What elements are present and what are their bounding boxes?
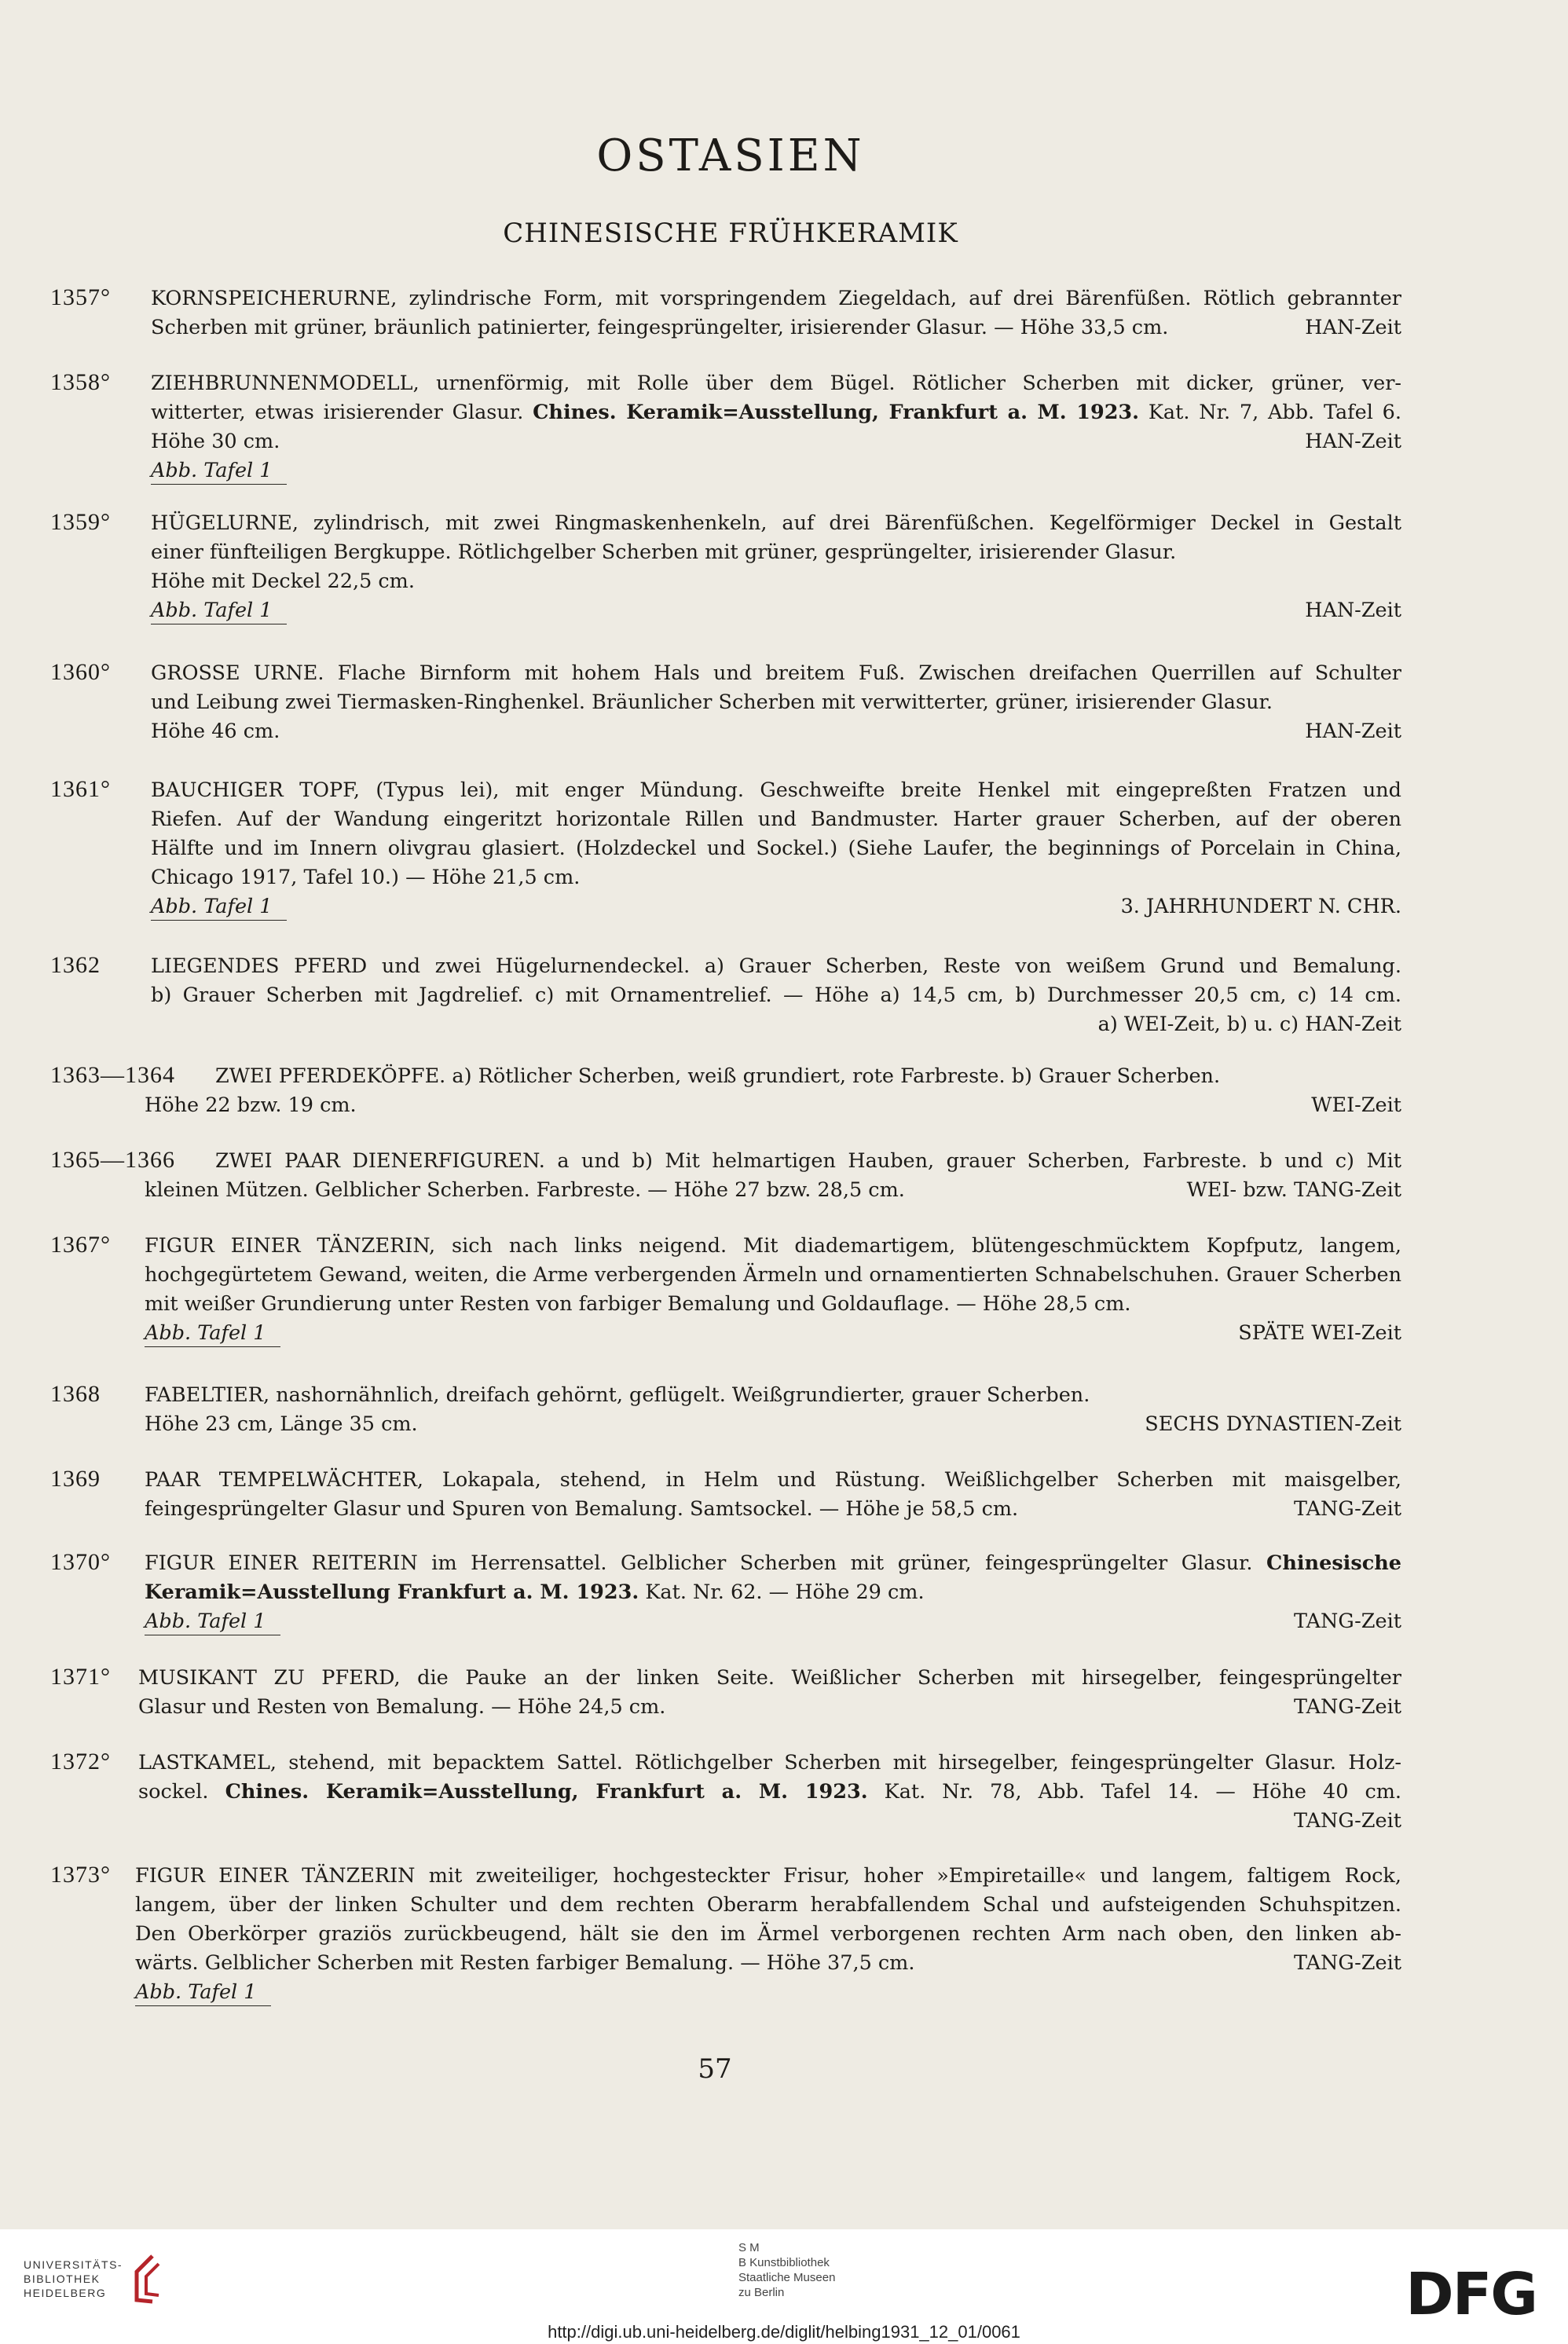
section-subtitle: CHINESISCHE FRÜHKERAMIK <box>503 218 958 249</box>
smb-logo[interactable] <box>738 2240 835 2300</box>
entry-number: 1358° <box>50 369 111 395</box>
period-label: TANG-Zeit <box>1293 1610 1401 1633</box>
plate-reference: Abb. Tafel 1 <box>151 457 287 485</box>
smb-text-line: S M <box>738 2241 760 2254</box>
entry-number: 1365—1366 <box>50 1147 175 1173</box>
entry-number: 1360° <box>50 659 111 685</box>
catalog-entry <box>50 369 1401 485</box>
page-number: 57 <box>698 2053 732 2085</box>
entry-text: FIGUR EINER REITERIN im Herrensattel. Gelblicher Scherben mit grüner, feingesprüngelter Glasur. <box>145 1551 1253 1575</box>
catalog-entry <box>50 1862 1401 2007</box>
period-label: TANG-Zeit <box>1293 1695 1401 1719</box>
entry-text: hochgegürtetem Gewand, weiten, die Arme verbergenden Ärmeln und ornamentierten Schnabelschuhen. Grauer Scherben <box>145 1263 1401 1287</box>
exhibition-reference: Chines. Keramik=Ausstellung, Frankfurt a. M. 1923. <box>225 1780 868 1804</box>
catalog-entry <box>50 1062 1401 1120</box>
entry-number: 1367° <box>50 1232 111 1258</box>
smb-text-line: zu Berlin <box>738 2286 785 2299</box>
entry-number: 1363—1364 <box>50 1062 175 1088</box>
catalog-entry <box>50 776 1401 921</box>
entry-text: feingesprüngelter Glasur und Spuren von Bemalung. Samtsockel. — Höhe je 58,5 cm. <box>145 1497 1019 1521</box>
entry-text: sockel. <box>138 1780 209 1804</box>
entry-number: 1371° <box>50 1664 111 1690</box>
entry-text: Hälfte und im Innern olivgrau glasiert. (Holzdeckel und Sockel.) (Siehe Laufer, the beginnings of Porcelain in China, <box>151 837 1401 860</box>
entry-text: Glasur und Resten von Bemalung. — Höhe 24,5 cm. <box>138 1695 666 1719</box>
entry-text: LASTKAMEL, stehend, mit bepacktem Sattel. Rötlichgelber Scherben mit hirsegelber, feingesprüngelter Glasur. Holz- <box>138 1751 1401 1774</box>
exhibition-reference: Keramik=Ausstellung Frankfurt a. M. 1923. <box>145 1580 639 1604</box>
entry-text: Höhe mit Deckel 22,5 cm. <box>151 570 415 593</box>
entry-text: Kat. Nr. 62. — Höhe 29 cm. <box>645 1580 925 1604</box>
entry-text: einer fünfteiligen Bergkuppe. Rötlichgelber Scherben mit grüner, gesprüngelter, irisierender Glasur. <box>151 540 1177 564</box>
entry-number: 1368 <box>50 1381 101 1407</box>
entry-text: langem, über der linken Schulter und dem rechten Oberarm herabfallendem Schal und aufsteigenden Schuhspitzen. <box>135 1893 1401 1917</box>
entry-number: 1369 <box>50 1466 101 1492</box>
university-library-logo[interactable] <box>24 2253 167 2305</box>
entry-text: MUSIKANT ZU PFERD, die Pauke an der linken Seite. Weißlicher Scherben mit hirsegelber, feingesprüngelter <box>138 1666 1401 1690</box>
catalog-entry <box>50 1664 1401 1722</box>
entry-text: FABELTIER, nashornähnlich, dreifach gehörnt, geflügelt. Weißgrundierter, grauer Scherben. <box>145 1383 1090 1407</box>
period-label: WEI-Zeit <box>1311 1093 1401 1117</box>
entry-text: KORNSPEICHERURNE, zylindrische Form, mit vorspringendem Ziegeldach, auf drei Bärenfüßen. Rötlich gebrannter <box>151 287 1401 310</box>
period-label: TANG-Zeit <box>1293 1497 1401 1521</box>
period-label: HAN-Zeit <box>1305 316 1401 339</box>
page-title: OSTASIEN <box>596 130 865 181</box>
entry-text: und Leibung zwei Tiermasken-Ringhenkel. Bräunlicher Scherben mit verwitterter, grüner, irisierender Glasur. <box>151 690 1273 714</box>
entry-text: b) Grauer Scherben mit Jagdrelief. c) mit Ornamentrelief. — Höhe a) 14,5 cm, b) Durchmesser 20,5 cm, c) 14 cm. <box>151 983 1401 1007</box>
smb-text-line: B Kunstbibliothek <box>738 2256 830 2269</box>
entry-text: ZIEHBRUNNENMODELL, urnenförmig, mit Rolle über dem Bügel. Rötlicher Scherben mit dicker, grüner, ver- <box>151 372 1401 395</box>
period-label: 3. JAHRHUNDERT N. CHR. <box>1120 895 1401 918</box>
entry-number: 1372° <box>50 1749 111 1774</box>
exhibition-reference: Chinesische <box>1266 1551 1402 1575</box>
logo-text-line: HEIDELBERG <box>24 2287 107 2299</box>
entry-text: Höhe 22 bzw. 19 cm. <box>145 1093 357 1117</box>
entry-text: FIGUR EINER TÄNZERIN mit zweiteiliger, hochgesteckter Frisur, hoher »Empiretaille« und langem, faltigem Rock, <box>135 1864 1401 1888</box>
plate-reference: Abb. Tafel 1 <box>145 1320 280 1347</box>
entry-number: 1362 <box>50 952 101 978</box>
exhibition-reference: Chines. Keramik=Ausstellung, Frankfurt a. M. 1923. <box>533 401 1140 424</box>
entry-text: kleinen Mützen. Gelblicher Scherben. Farbreste. — Höhe 27 bzw. 28,5 cm. <box>145 1178 905 1202</box>
plate-reference: Abb. Tafel 1 <box>151 597 287 624</box>
entry-text: Scherben mit grüner, bräunlich patinierter, feingesprüngelter, irisierender Glasur. — Höhe 33,5 cm. <box>151 316 1169 339</box>
catalog-entry <box>50 509 1401 625</box>
entry-text: Chicago 1917, Tafel 10.) — Höhe 21,5 cm. <box>151 866 581 889</box>
entry-number: 1359° <box>50 509 111 535</box>
period-label: TANG-Zeit <box>1293 1951 1401 1975</box>
entry-text: Höhe 23 cm, Länge 35 cm. <box>145 1412 418 1436</box>
dfg-logo[interactable]: DFG <box>1405 2261 1537 2328</box>
entry-text: FIGUR EINER TÄNZERIN, sich nach links neigend. Mit diademartigem, blütengeschmücktem Kopfputz, langem, <box>145 1234 1401 1258</box>
page-url-link[interactable]: http://digi.ub.uni-heidelberg.de/diglit/helbing1931_12_01/0061 <box>548 2322 1020 2342</box>
catalog-entry <box>50 1466 1401 1524</box>
entry-text: PAAR TEMPELWÄCHTER, Lokapala, stehend, in Helm und Rüstung. Weißlichgelber Scherben mit maisgelber, <box>145 1468 1401 1492</box>
entry-number: 1373° <box>50 1862 111 1888</box>
plate-reference: Abb. Tafel 1 <box>145 1608 280 1635</box>
period-label: HAN-Zeit <box>1305 720 1401 743</box>
entry-text: Riefen. Auf der Wandung eingeritzt horizontale Rillen und Bandmuster. Harter grauer Scherben, auf der oberen <box>151 808 1401 831</box>
entry-number: 1370° <box>50 1549 111 1575</box>
period-label: SECHS DYNASTIEN-Zeit <box>1145 1412 1401 1436</box>
period-label: a) WEI-Zeit, b) u. c) HAN-Zeit <box>1097 1013 1401 1036</box>
entry-text: Kat. Nr. 7, Abb. Tafel 6. <box>1148 401 1401 424</box>
entry-text: GROSSE URNE. Flache Birnform mit hohem Hals und breitem Fuß. Zwischen dreifachen Querrillen auf Schulter <box>151 661 1401 685</box>
logo-text-line: BIBLIOTHEK <box>24 2273 101 2285</box>
period-label: TANG-Zeit <box>1293 1809 1401 1833</box>
catalog-entry <box>50 1381 1401 1439</box>
logo-text-line: UNIVERSITÄTS- <box>24 2258 123 2271</box>
entry-text: mit weißer Grundierung unter Resten von farbiger Bemalung und Goldauflage. — Höhe 28,5 cm. <box>145 1292 1131 1316</box>
entry-text: HÜGELURNE, zylindrisch, mit zwei Ringmaskenhenkeln, auf drei Bärenfüßchen. Kegelförmiger Deckel in Gestalt <box>151 511 1401 535</box>
period-label: HAN-Zeit <box>1305 430 1401 453</box>
entry-text: ZWEI PAAR DIENERFIGUREN. a und b) Mit helmartigen Hauben, grauer Scherben, Farbreste. b und c) Mit <box>215 1149 1401 1173</box>
entry-text: Höhe 46 cm. <box>151 720 280 743</box>
entry-text: ZWEI PFERDEKÖPFE. a) Rötlicher Scherben, weiß grundiert, rote Farbreste. b) Grauer Scherben. <box>215 1064 1221 1088</box>
catalog-entry <box>50 284 1401 342</box>
entry-text: Höhe 30 cm. <box>151 430 280 453</box>
entry-number: 1361° <box>50 776 111 802</box>
entry-text: LIEGENDES PFERD und zwei Hügelurnendeckel. a) Grauer Scherben, Reste von weißem Grund und Bemalung. <box>151 954 1401 978</box>
plate-reference: Abb. Tafel 1 <box>135 1979 271 2006</box>
catalog-entry <box>50 1147 1401 1205</box>
period-label: HAN-Zeit <box>1305 599 1401 622</box>
period-label: SPÄTE WEI-Zeit <box>1238 1321 1401 1345</box>
plate-reference: Abb. Tafel 1 <box>151 893 287 921</box>
smb-text-line: Staatliche Museen <box>738 2271 836 2284</box>
entry-text: witterter, etwas irisierender Glasur. <box>151 401 524 424</box>
entry-text: wärts. Gelblicher Scherben mit Resten farbiger Bemalung. — Höhe 37,5 cm. <box>135 1951 915 1975</box>
catalog-entry <box>50 952 1401 1039</box>
entry-number: 1357° <box>50 284 111 310</box>
entry-text: BAUCHIGER TOPF, (Typus lei), mit enger Mündung. Geschweifte breite Henkel mit eingepreßten Fratzen und <box>151 778 1401 802</box>
entry-text: Den Oberkörper graziös zurückbeugend, hält sie den im Ärmel verborgenen rechten Arm nach oben, den linken ab- <box>135 1922 1401 1946</box>
catalog-entry <box>50 1749 1401 1836</box>
period-label: WEI- bzw. TANG-Zeit <box>1186 1178 1401 1202</box>
catalog-entry <box>50 1549 1401 1636</box>
catalog-entry <box>50 1232 1401 1348</box>
viewer-footer <box>0 2229 1568 2344</box>
entry-text: Kat. Nr. 78, Abb. Tafel 14. — Höhe 40 cm. <box>884 1780 1402 1804</box>
catalog-entry <box>50 659 1401 746</box>
library-emblem-icon <box>129 2253 167 2305</box>
